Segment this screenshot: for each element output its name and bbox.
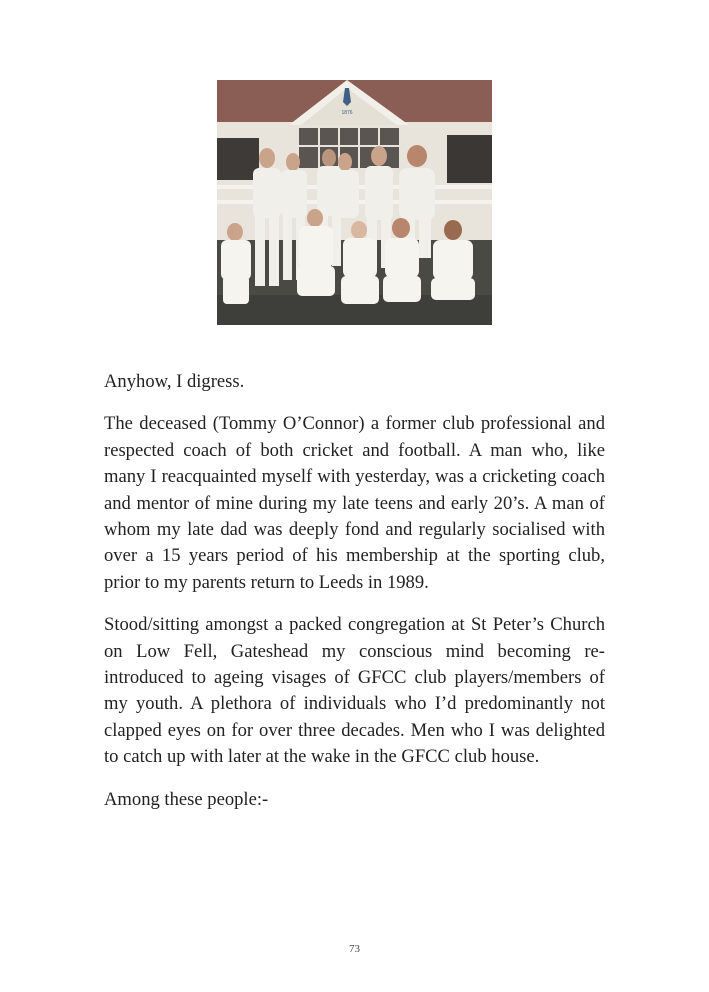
- body-text: [104, 369, 605, 829]
- paragraph: Among these people:-: [104, 788, 269, 810]
- team-photo: [217, 80, 492, 325]
- page-number: 73: [349, 943, 360, 955]
- paragraph: The deceased (Tommy O’Connor) a former club professional and respected coach of both cricket and football. A man who, like many I reacquainted myself with yesterday, was a cricketing coach and mentor of mine during my late teens and early 20’s. A man of whom my late dad was deeply fond and regularly socialised with over a 15 years period of his membership at the sporting club, prior to my parents return to Leeds in 1989.: [104, 413, 605, 593]
- svg-text:1876: 1876: [341, 110, 353, 116]
- paragraph: Stood/sitting amongst a packed congregation at St Peter’s Church on Low Fell, Gateshead my conscious mind becoming re-introduced to ageing visages of GFCC club players/members of my youth. A plethora of individuals who I’d predominantly not clapped eyes on for over three decades. Men who I was delighted to catch up with later at the wake in the GFCC club house.: [104, 614, 605, 768]
- paragraph: Anyhow, I digress.: [104, 371, 245, 392]
